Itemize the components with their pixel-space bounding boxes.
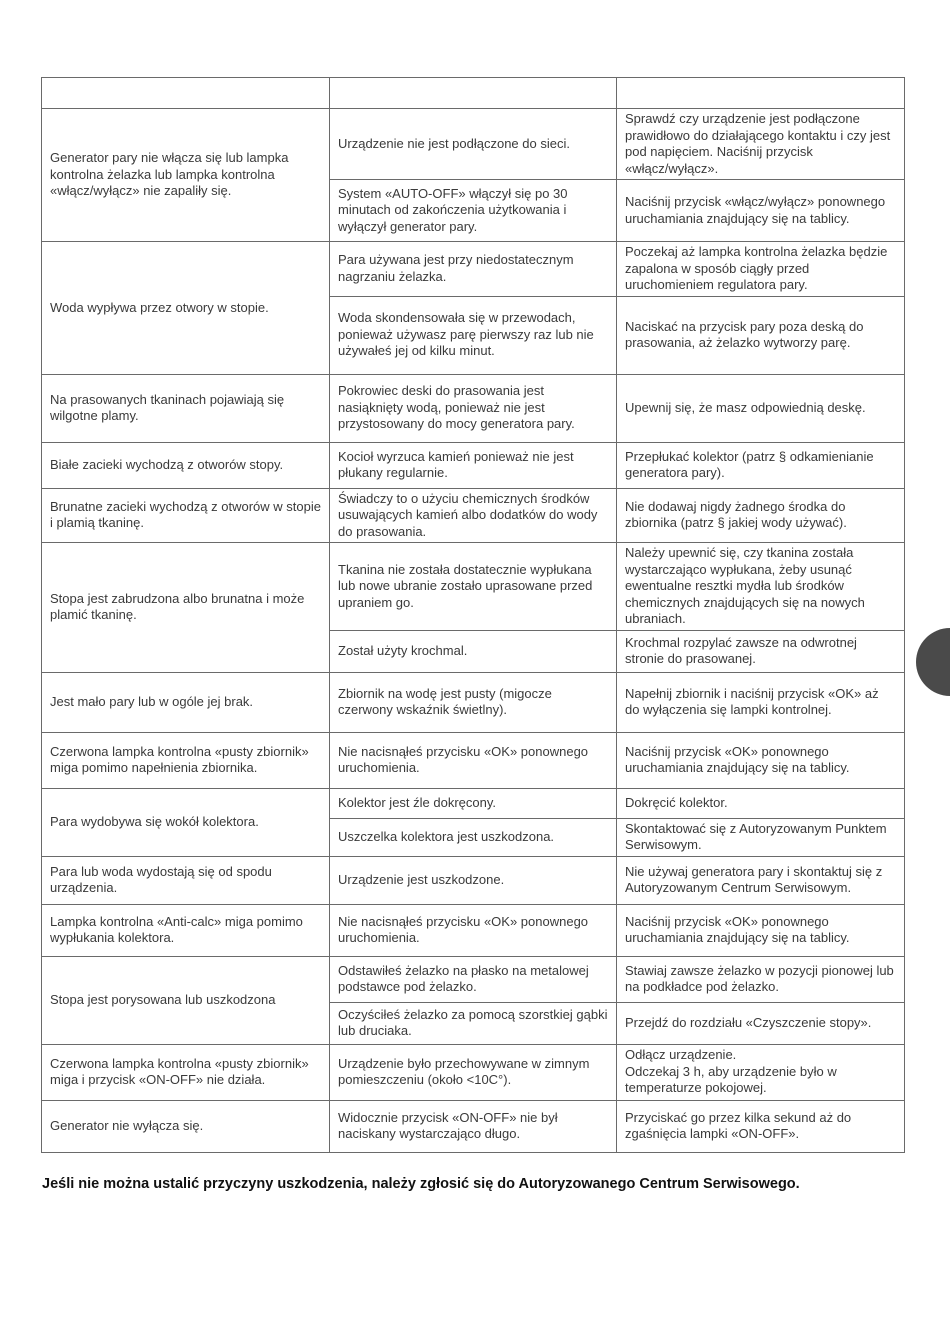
- cause-cell: Para używana jest przy niedostatecznym nagrzaniu żelazka.: [330, 242, 617, 297]
- solution-cell: Należy upewnić się, czy tkanina została wystarczająco wypłukana, żeby usunąć ewentualne resztki mydła lub środków chemicznych znajdujących się na nowych ubraniach.: [617, 543, 905, 631]
- cause-cell: Tkanina nie została dostatecznie wypłukana lub nowe ubranie zostało uprasowane przed upraniem go.: [330, 543, 617, 631]
- table-row: [42, 543, 905, 631]
- solution-cell: Przejdź do rozdziału «Czyszczenie stopy».: [617, 1002, 905, 1044]
- solution-cell: Przepłukać kolektor (patrz § odkamienianie generatora pary).: [617, 442, 905, 488]
- cause-cell: Urządzenie było przechowywane w zimnym pomieszczeniu (około <10C°).: [330, 1044, 617, 1100]
- problem-cell: Czerwona lampka kontrolna «pusty zbiornik» miga pomimo napełnienia zbiornika.: [42, 732, 330, 788]
- problem-cell: Jest mało pary lub w ogóle jej brak.: [42, 672, 330, 732]
- table-row: [42, 1100, 905, 1152]
- problem-cell: Lampka kontrolna «Anti-calc» miga pomimo wypłukania kolektora.: [42, 904, 330, 956]
- cause-cell: Zbiornik na wodę jest pusty (migocze czerwony wskaźnik świetlny).: [330, 672, 617, 732]
- table-row: [42, 672, 905, 732]
- table-row: [42, 956, 905, 1002]
- solution-cell: Upewnij się, że masz odpowiednią deskę.: [617, 374, 905, 442]
- cause-cell: Nie nacisnąłeś przycisku «OK» ponownego uruchomienia.: [330, 732, 617, 788]
- cause-cell: Urządzenie nie jest podłączone do sieci.: [330, 109, 617, 180]
- problem-cell: Generator nie wyłącza się.: [42, 1100, 330, 1152]
- solution-cell: Dokręcić kolektor.: [617, 788, 905, 818]
- table-row: [42, 856, 905, 904]
- cause-cell: System «AUTO-OFF» włączył się po 30 minutach od zakończenia użytkowania i wyłączył generator pary.: [330, 180, 617, 242]
- table-row: [42, 732, 905, 788]
- cause-cell: Woda skondensowała się w przewodach, ponieważ używasz parę pierwszy raz lub nie używałeś jej od kilku minut.: [330, 296, 617, 374]
- problem-cell: Generator pary nie włącza się lub lampka kontrolna żelazka lub lampka kontrolna «włącz/wyłącz» nie zapaliły się.: [42, 109, 330, 242]
- solution-cell: Stawiaj zawsze żelazko w pozycji pionowej lub na podkładce pod żelazko.: [617, 956, 905, 1002]
- cause-cell: Odstawiłeś żelazko na płasko na metalowej podstawce pod żelazko.: [330, 956, 617, 1002]
- solution-cell: Naciśnij przycisk «włącz/wyłącz» ponownego uruchamiania znajdujący się na tablicy.: [617, 180, 905, 242]
- solution-cell: Skontaktować się z Autoryzowanym Punktem Serwisowym.: [617, 818, 905, 856]
- cause-cell: Świadczy to o użyciu chemicznych środków usuwających kamień albo dodatków do wody do prasowania.: [330, 488, 617, 543]
- solution-cell: Krochmal rozpylać zawsze na odwrotnej stronie do prasowanej.: [617, 630, 905, 672]
- solution-cell: Przyciskać go przez kilka sekund aż do zgaśnięcia lampki «ON-OFF».: [617, 1100, 905, 1152]
- cause-cell: Kolektor jest źle dokręcony.: [330, 788, 617, 818]
- problem-cell: Stopa jest zabrudzona albo brunatna i może plamić tkaninę.: [42, 543, 330, 673]
- solution-cell: Nie używaj generatora pary i skontaktuj się z Autoryzowanym Centrum Serwisowym.: [617, 856, 905, 904]
- solution-cell: Naciśnij przycisk «OK» ponownego uruchamiania znajdujący się na tablicy.: [617, 732, 905, 788]
- problem-cell: Brunatne zacieki wychodzą z otworów w stopie i plamią tkaninę.: [42, 488, 330, 543]
- cause-cell: Widocznie przycisk «ON-OFF» nie był naciskany wystarczająco długo.: [330, 1100, 617, 1152]
- cause-cell: Pokrowiec deski do prasowania jest nasiąknięty wodą, ponieważ nie jest przystosowany do mocy generatora pary.: [330, 374, 617, 442]
- table-row: [42, 374, 905, 442]
- cause-cell: Oczyściłeś żelazko za pomocą szorstkiej gąbki lub druciaka.: [330, 1002, 617, 1044]
- table-row: [42, 788, 905, 818]
- table-row: [42, 904, 905, 956]
- table-row: [42, 109, 905, 180]
- cause-cell: Kocioł wyrzuca kamień ponieważ nie jest płukany regularnie.: [330, 442, 617, 488]
- table-header-row: [42, 78, 905, 109]
- page-side-tab: [916, 628, 950, 696]
- problem-cell: Para lub woda wydostają się od spodu urządzenia.: [42, 856, 330, 904]
- header-cell-cause: [330, 78, 617, 109]
- solution-cell: Poczekaj aż lampka kontrolna żelazka będzie zapalona w sposób ciągły przed uruchomieniem regulatora pary.: [617, 242, 905, 297]
- table-row: [42, 1044, 905, 1100]
- solution-cell: Naciśnij przycisk «OK» ponownego uruchamiania znajdujący się na tablicy.: [617, 904, 905, 956]
- cause-cell: Uszczelka kolektora jest uszkodzona.: [330, 818, 617, 856]
- problem-cell: Stopa jest porysowana lub uszkodzona: [42, 956, 330, 1044]
- problem-cell: Woda wypływa przez otwory w stopie.: [42, 242, 330, 375]
- solution-cell: Nie dodawaj nigdy żadnego środka do zbiornika (patrz § jakiej wody używać).: [617, 488, 905, 543]
- header-cell-problem: [42, 78, 330, 109]
- solution-cell: Naciskać na przycisk pary poza deską do prasowania, aż żelazko wytworzy parę.: [617, 296, 905, 374]
- troubleshooting-table: [41, 77, 905, 1153]
- footer-note: Jeśli nie można ustalić przyczyny uszkodzenia, należy zgłosić się do Autoryzowanego Centrum Serwisowego.: [42, 1176, 800, 1192]
- table-row: [42, 442, 905, 488]
- problem-cell: Czerwona lampka kontrolna «pusty zbiornik» miga i przycisk «ON-OFF» nie działa.: [42, 1044, 330, 1100]
- solution-cell: Napełnij zbiornik i naciśnij przycisk «OK» aż do wyłączenia się lampki kontrolnej.: [617, 672, 905, 732]
- problem-cell: Para wydobywa się wokół kolektora.: [42, 788, 330, 856]
- header-cell-solution: [617, 78, 905, 109]
- problem-cell: Na prasowanych tkaninach pojawiają się wilgotne plamy.: [42, 374, 330, 442]
- cause-cell: Urządzenie jest uszkodzone.: [330, 856, 617, 904]
- table-row: [42, 242, 905, 297]
- solution-cell: Sprawdź czy urządzenie jest podłączone prawidłowo do działającego kontaktu i czy jest pod napięciem. Naciśnij przycisk «włącz/wyłącz».: [617, 109, 905, 180]
- cause-cell: Został użyty krochmal.: [330, 630, 617, 672]
- problem-cell: Białe zacieki wychodzą z otworów stopy.: [42, 442, 330, 488]
- solution-cell: Odłącz urządzenie. Odczekaj 3 h, aby urządzenie było w temperaturze pokojowej.: [617, 1044, 905, 1100]
- table-row: [42, 488, 905, 543]
- cause-cell: Nie nacisnąłeś przycisku «OK» ponownego uruchomienia.: [330, 904, 617, 956]
